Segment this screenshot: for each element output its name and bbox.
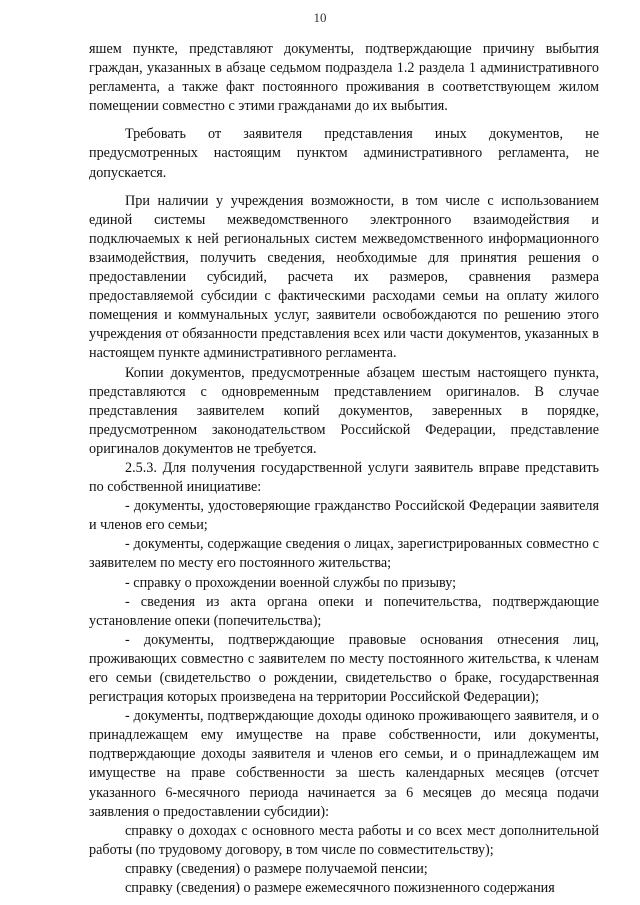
list-item: - сведения из акта органа опеки и попечительства, подтверждающие установление опеки (попечительства); [89,593,599,629]
list-item: - справку о прохождении военной службы по призыву; [125,574,457,591]
paragraph: яшем пункте, представляют документы, подтверждающие причину выбытия граждан, указанных в абзаце седьмом подраздела 1.2 раздела 1 административного регламента, а также факт постоянного проживания в соответствующем жилом помещении совместно с этими гражданами до их выбытия. [89,41,599,115]
sub-list-item: справку о доходах с основного места работы и со всех мест дополнительной работы (по трудовому договору, в том числе по совместительству); [89,822,599,858]
list-item: - документы, удостоверяющие гражданство Российской Федерации заявителя и членов его семьи; [89,498,599,534]
sub-list-item: справку (сведения) о размере получаемой пенсии; [125,860,428,877]
document-body [89,40,599,898]
paragraph: Копии документов, предусмотренные абзацем шестым настоящего пункта, представляются с одновременным представлением оригиналов. В случае представления заявителем копий документов, заверенных в порядке, предусмотренном законодательством Российской Федерации, представление оригиналов документов не требуется. [89,364,599,457]
paragraph: 2.5.3. Для получения государственной услуги заявитель вправе представить по собственной инициативе: [89,459,599,496]
paragraph: Требовать от заявителя представления иных документов, не предусмотренных настоящим пунктом административного регламента, не допускается. [89,126,599,181]
page-number: 10 [313,10,327,25]
list-item: - документы, подтверждающие доходы одиноко проживающего заявителя, и о принадлежащем ему имуществе на праве собственности, или документы, подтверждающие доходы заявителя и членов его семьи, и о принадлежащем им имуществе на праве собственности за шесть календарных месяцев (отсчет указанного 6-месячного периода начинается за 6 месяцев до месяца подачи заявления о предоставлении субсидии): [89,708,599,820]
sub-list-item: справку (сведения) о размере ежемесячного пожизненного содержания [125,880,555,897]
list-item: - документы, подтверждающие правовые основания отнесения лиц, проживающих совместно с заявителем по месту постоянного жительства, к членам его семьи (свидетельство о рождении, свидетельство о браке, государственная регистрация которых произведена на территории Российской Федерации); [89,631,599,706]
paragraph: При наличии у учреждения возможности, в том числе с использованием единой системы межведомственного электронного взаимодействия и подключаемых к ней региональных систем межведомственного информационного взаимодействия, получить сведения, необходимые для принятия решения о предоставлении субсидий, расчета их размеров, сравнения размера предоставляемой субсидии с фактическими расходами семьи на оплату жилого помещения и коммунальных услуг, заявители освобождаются по решению этого учреждения от обязанности представления всех или части документов, указанных в настоящем пункте административного регламента. [89,192,599,362]
list-item: - документы, содержащие сведения о лицах, зарегистрированных совместно с заявителем по месту его постоянного жительства; [89,536,599,572]
